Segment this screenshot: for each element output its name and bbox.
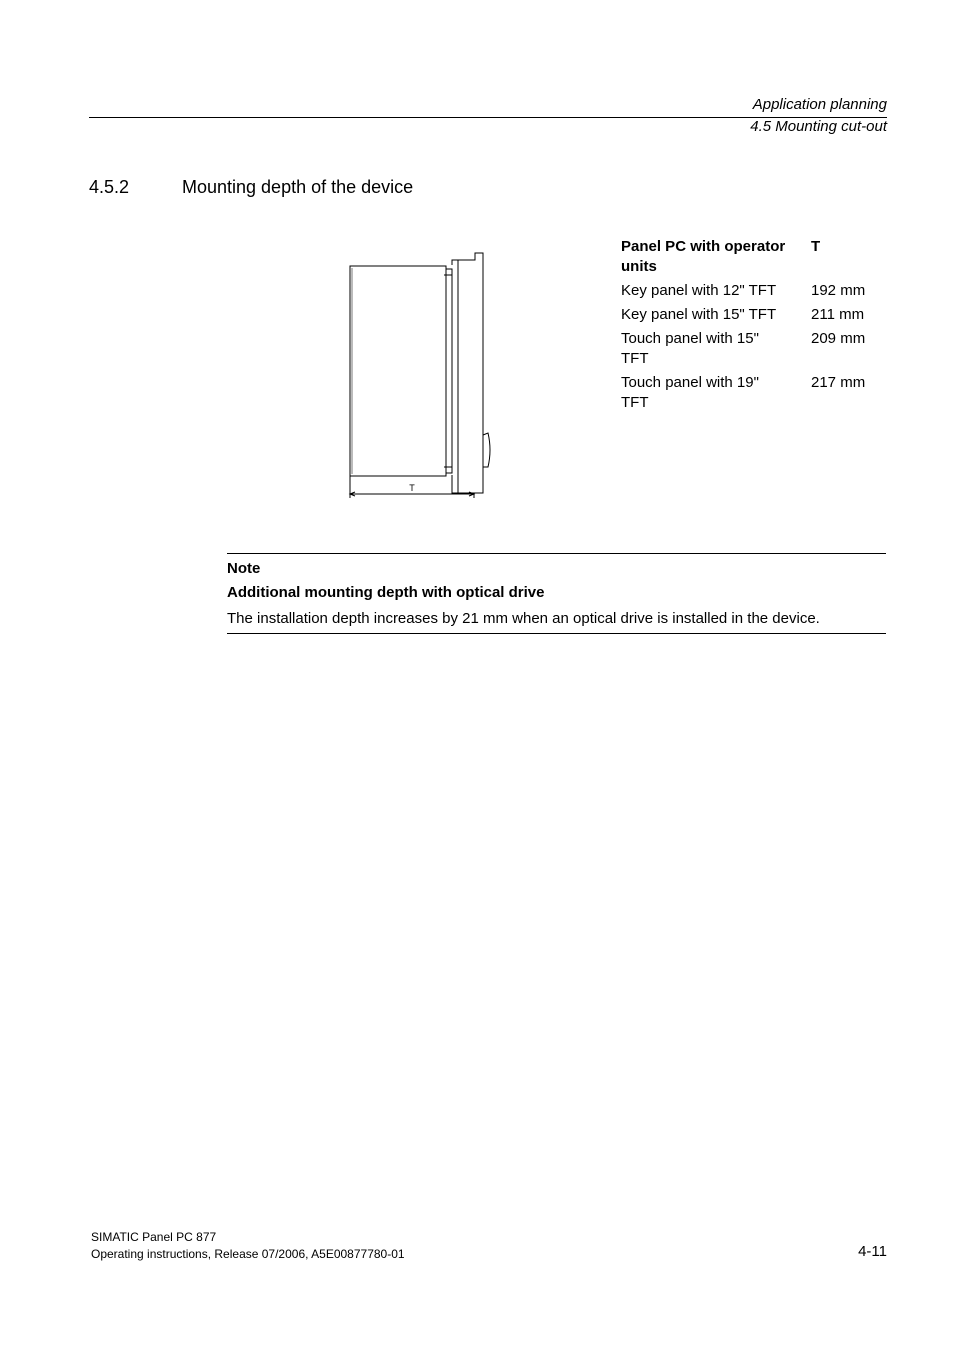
housing-body xyxy=(350,266,446,476)
section-title: Mounting depth of the device xyxy=(182,177,414,197)
footer-release: Operating instructions, Release 07/2006, A5E00877780-01 xyxy=(91,1247,405,1261)
dimension-label: T xyxy=(409,483,415,493)
table-cell-device: Touch panel with 19" TFT xyxy=(621,374,759,411)
note-bottom-rule xyxy=(227,633,886,634)
table-cell-device: Key panel with 15" TFT xyxy=(621,306,777,323)
note-body: The installation depth increases by 21 mm when an optical drive is installed in the device. xyxy=(227,610,820,627)
table-cell-depth: 211 mm xyxy=(811,306,865,323)
table-cell-device: Key panel with 12" TFT xyxy=(621,282,777,299)
footer-product: SIMATIC Panel PC 877 xyxy=(91,1230,217,1244)
table-cell-depth: 217 mm xyxy=(811,374,866,391)
table-header-depth: T xyxy=(811,238,821,255)
table-cell-depth: 209 mm xyxy=(811,330,866,347)
note-top-rule xyxy=(227,553,886,554)
header-chapter: Application planning xyxy=(752,96,887,113)
note-label: Note xyxy=(227,560,261,577)
table-cell-depth: 192 mm xyxy=(811,282,866,299)
front-panel xyxy=(452,253,483,493)
header-section: 4.5 Mounting cut-out xyxy=(750,118,887,135)
mounting-depth-drawing xyxy=(340,245,500,510)
section-number: 4.5.2 xyxy=(89,177,130,197)
page-number: 4-11 xyxy=(858,1243,887,1260)
table-cell-device: Touch panel with 15" TFT xyxy=(621,330,759,367)
note-title: Additional mounting depth with optical drive xyxy=(227,584,545,601)
table-header-device: Panel PC with operator units xyxy=(621,238,786,275)
